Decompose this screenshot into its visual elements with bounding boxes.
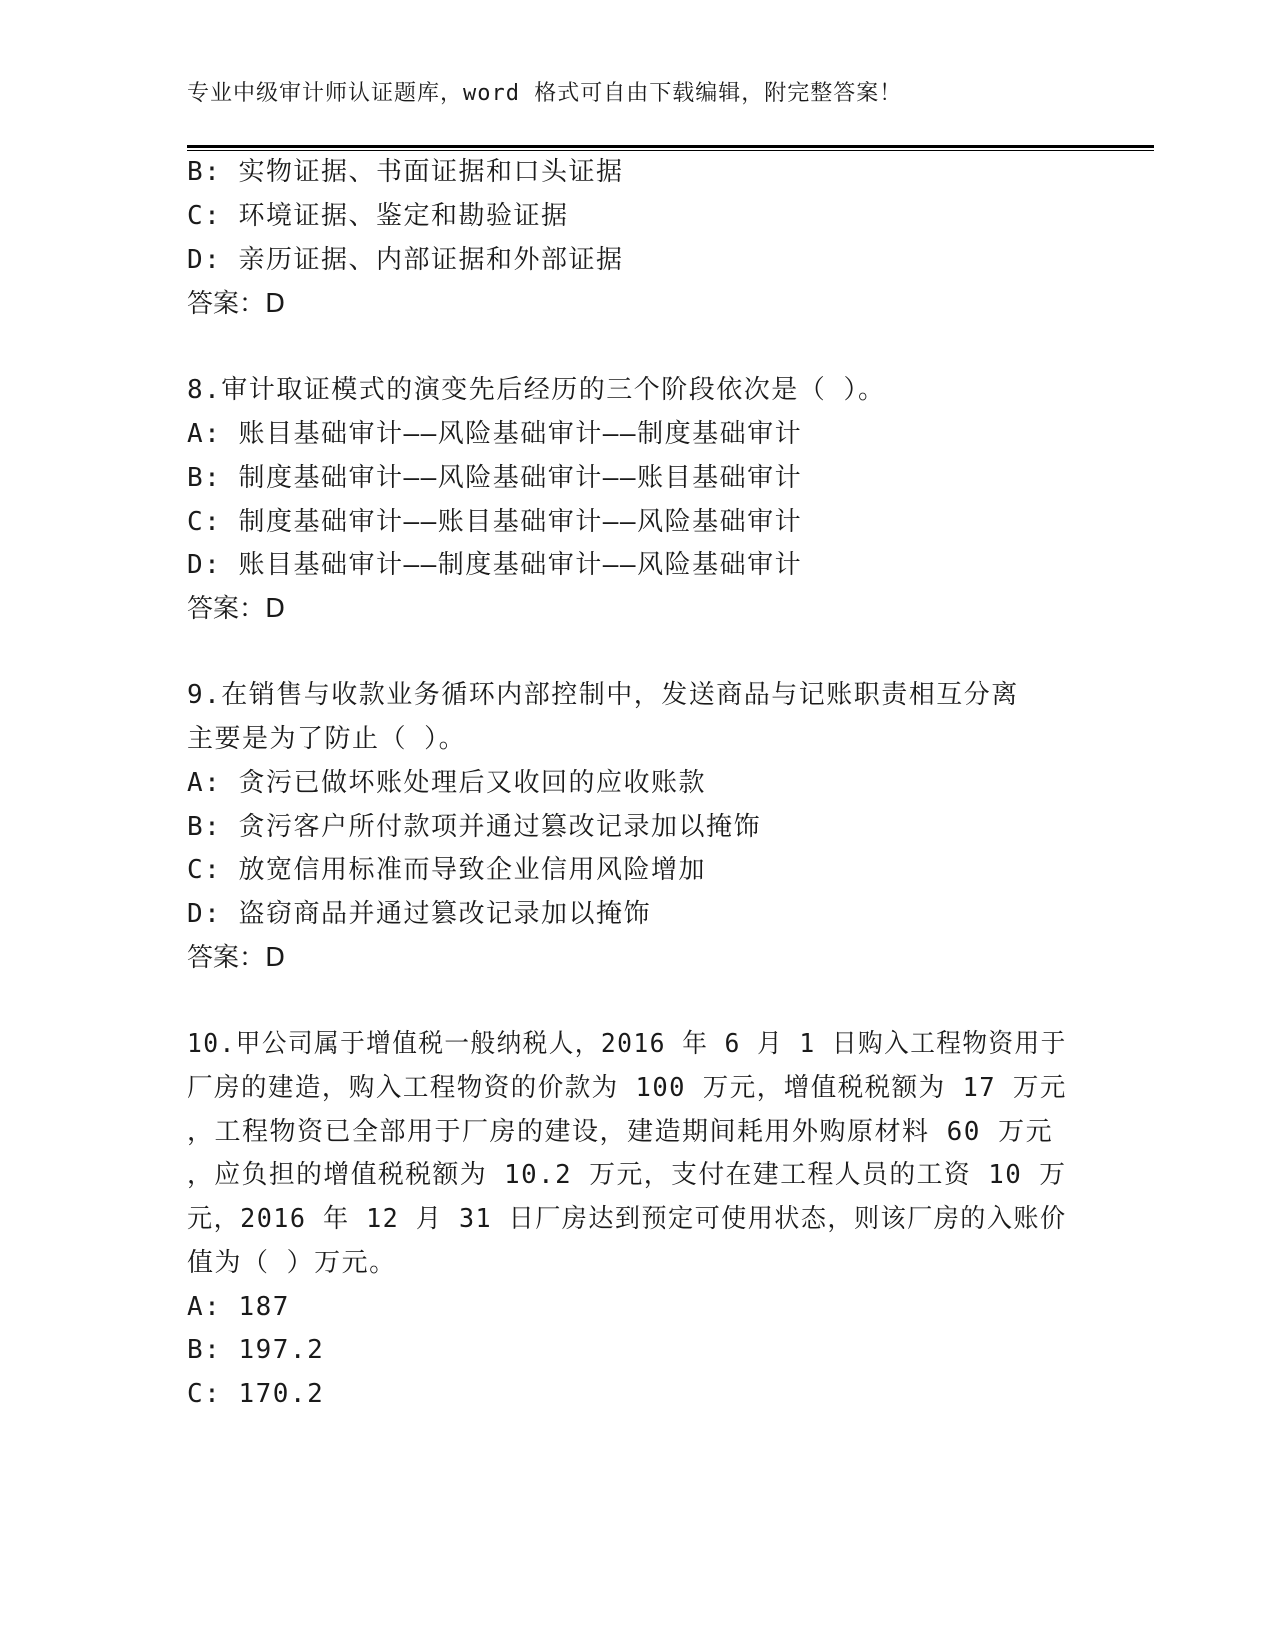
q10-option-c: C: 170.2 [187, 1379, 325, 1409]
q9-option-d: D: 盗窃商品并通过篡改记录加以掩饰 [187, 899, 651, 929]
q10-stem-line-3: ，工程物资已全部用于厂房的建设，建造期间耗用外购原材料 60 万元 [187, 1117, 1054, 1147]
q10-stem-line-5: 元，2016 年 12 月 31 日厂房达到预定可使用状态，则该厂房的入账价 [187, 1204, 1067, 1234]
q8-option-d: D: 账目基础审计——制度基础审计——风险基础审计 [187, 550, 803, 580]
q9-option-b: B: 贪污客户所付款项并通过篡改记录加以掩饰 [187, 812, 761, 842]
q10-option-a: A: 187 [187, 1292, 290, 1322]
q7-option-c: C: 环境证据、鉴定和勘验证据 [187, 201, 569, 231]
q9-stem-line-2: 主要是为了防止（ ）。 [187, 724, 467, 754]
q8-answer: 答案：D [187, 594, 286, 624]
header-divider-thin [187, 150, 1154, 151]
q10-stem-line-1: 10.甲公司属于增值税一般纳税人，2016 年 6 月 1 日购入工程物资用于 [187, 1029, 1067, 1059]
q8-option-a: A: 账目基础审计——风险基础审计——制度基础审计 [187, 419, 803, 449]
q10-stem-line-4: ，应负担的增值税税额为 10.2 万元，支付在建工程人员的工资 10 万 [187, 1160, 1067, 1190]
q8-option-c: C: 制度基础审计——账目基础审计——风险基础审计 [187, 507, 803, 537]
page-header: 专业中级审计师认证题库，word 格式可自由下载编辑，附完整答案！ [187, 81, 903, 106]
q9-option-c: C: 放宽信用标准而导致企业信用风险增加 [187, 855, 706, 885]
q8-stem: 8.审计取证模式的演变先后经历的三个阶段依次是（ ）。 [187, 375, 886, 405]
q8-option-b: B: 制度基础审计——风险基础审计——账目基础审计 [187, 463, 803, 493]
q7-option-b: B: 实物证据、书面证据和口头证据 [187, 157, 624, 187]
q10-option-b: B: 197.2 [187, 1335, 325, 1365]
q10-stem-line-2: 厂房的建造，购入工程物资的价款为 100 万元，增值税税额为 17 万元 [187, 1073, 1067, 1103]
q10-stem-line-6: 值为（ ）万元。 [187, 1248, 397, 1278]
q9-option-a: A: 贪污已做坏账处理后又收回的应收账款 [187, 768, 706, 798]
q7-option-d: D: 亲历证据、内部证据和外部证据 [187, 245, 624, 275]
q9-stem-line-1: 9.在销售与收款业务循环内部控制中，发送商品与记账职责相互分离 [187, 680, 1019, 710]
q9-answer: 答案：D [187, 943, 286, 973]
header-divider-thick [187, 145, 1154, 148]
q7-answer: 答案：D [187, 289, 286, 319]
